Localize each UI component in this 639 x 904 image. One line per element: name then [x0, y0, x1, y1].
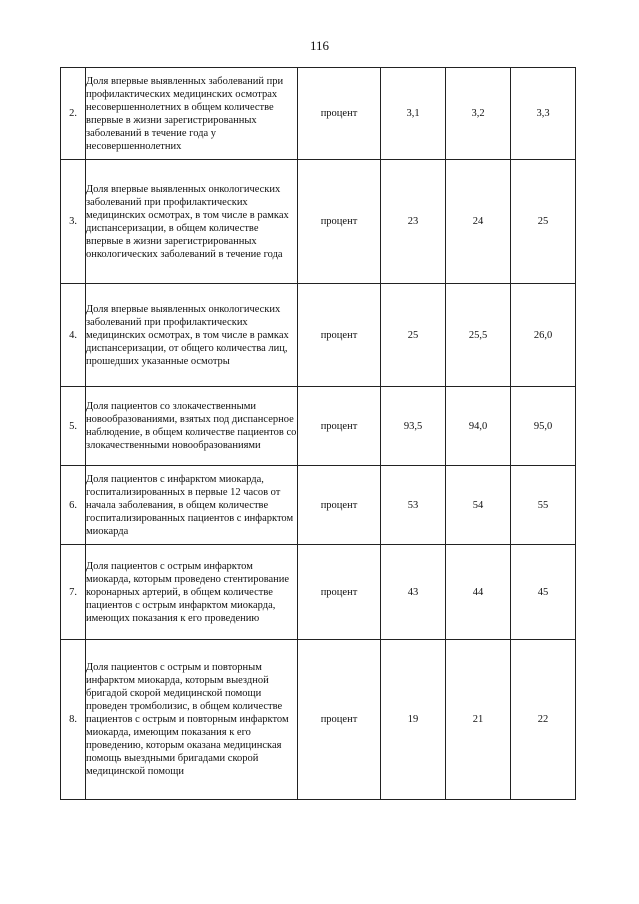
value-year-2: 3,2: [446, 68, 511, 160]
page-number: 116: [309, 38, 330, 53]
indicator-description: Доля впервые выявленных заболеваний при профилактических медицинских осмотрах несовершеннолетних в общем количестве впервые в жизни зарегистрированных заболеваний в течение года у несовершеннолетних: [86, 68, 298, 160]
indicator-description: Доля пациентов с инфарктом миокарда, госпитализированных в первые 12 часов от начала заболевания, в общем количестве госпитализированных пациентов с инфарктом миокарда: [86, 466, 298, 545]
value-year-3: 45: [511, 545, 576, 640]
value-year-3: 25: [511, 160, 576, 284]
table-row: [61, 545, 576, 640]
table-row: [61, 466, 576, 545]
value-year-3: 26,0: [511, 284, 576, 387]
value-year-2: 25,5: [446, 284, 511, 387]
row-number: 3.: [61, 160, 86, 284]
unit-cell: процент: [298, 284, 381, 387]
indicators-table: [60, 67, 576, 800]
indicator-description: Доля пациентов с острым и повторным инфарктом миокарда, которым выездной бригадой скорой медицинской помощи проведен тромболизис, в общем количестве пациентов с острым и повторным инфарктом миокарда, имеющим показания к его проведению, которым оказана медицинская помощь выездными бригадами скорой медицинской помощи: [86, 640, 298, 800]
unit-cell: процент: [298, 545, 381, 640]
indicator-description: Доля впервые выявленных онкологических заболеваний при профилактических медицинских осмотрах, в том числе в рамках диспансеризации, от общего количества лиц, прошедших указанные осмотры: [86, 284, 298, 387]
indicator-description: Доля пациентов с острым инфарктом миокарда, которым проведено стентирование коронарных артерий, в общем количестве пациентов с острым инфарктом миокарда, имеющих показания к его проведению: [86, 545, 298, 640]
value-year-2: 24: [446, 160, 511, 284]
indicator-description: Доля пациентов со злокачественными новообразованиями, взятых под диспансерное наблюдение, в общем количестве пациентов со злокачественными новообразованиями: [86, 387, 298, 466]
table-row: [61, 68, 576, 160]
unit-cell: процент: [298, 68, 381, 160]
value-year-2: 44: [446, 545, 511, 640]
row-number: 6.: [61, 466, 86, 545]
row-number: 4.: [61, 284, 86, 387]
value-year-1: 53: [381, 466, 446, 545]
unit-cell: процент: [298, 387, 381, 466]
indicator-description: Доля впервые выявленных онкологических заболеваний при профилактических медицинских осмотрах, в том числе в рамках диспансеризации, в общем количестве впервые в жизни зарегистрированных онкологических заболеваний в течение года: [86, 160, 298, 284]
value-year-1: 43: [381, 545, 446, 640]
unit-cell: процент: [298, 160, 381, 284]
value-year-1: 25: [381, 284, 446, 387]
value-year-1: 93,5: [381, 387, 446, 466]
unit-cell: процент: [298, 640, 381, 800]
row-number: 8.: [61, 640, 86, 800]
value-year-2: 21: [446, 640, 511, 800]
value-year-2: 54: [446, 466, 511, 545]
table-row: [61, 387, 576, 466]
value-year-1: 3,1: [381, 68, 446, 160]
table-row: [61, 160, 576, 284]
value-year-1: 23: [381, 160, 446, 284]
row-number: 5.: [61, 387, 86, 466]
row-number: 2.: [61, 68, 86, 160]
value-year-3: 22: [511, 640, 576, 800]
table-row: [61, 284, 576, 387]
value-year-3: 95,0: [511, 387, 576, 466]
table-row: [61, 640, 576, 800]
unit-cell: процент: [298, 466, 381, 545]
row-number: 7.: [61, 545, 86, 640]
value-year-1: 19: [381, 640, 446, 800]
value-year-3: 3,3: [511, 68, 576, 160]
value-year-3: 55: [511, 466, 576, 545]
value-year-2: 94,0: [446, 387, 511, 466]
